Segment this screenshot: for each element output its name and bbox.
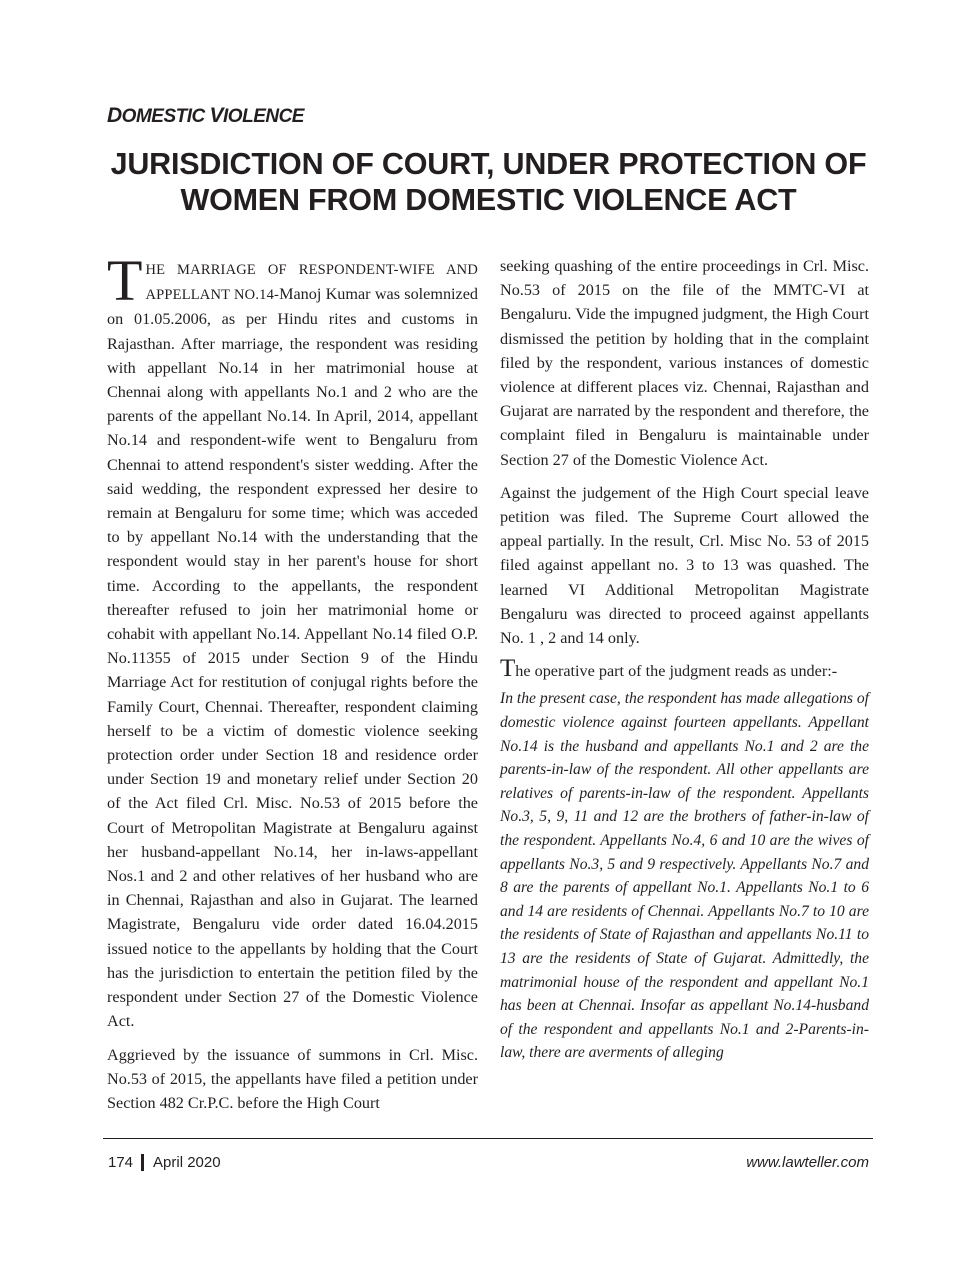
- website-link[interactable]: www.lawteller.com: [746, 1154, 869, 1171]
- footer-info: [108, 1154, 221, 1171]
- article-title-line-2: WOMEN FROM DOMESTIC VIOLENCE ACT: [180, 183, 797, 217]
- section-label-part-1: OMESTIC: [121, 106, 210, 127]
- footer-divider: [103, 1138, 873, 1139]
- left-paragraph-2: Aggrieved by the issuance of summons in Crl. Misc. No.53 of 2015, the appellants have filed a petition under Section 482 Cr.P.C. before the High Court: [107, 1045, 478, 1112]
- section-label-initial-v: V: [209, 104, 224, 127]
- section-label-part-2: IOLENCE: [223, 106, 304, 127]
- issue-date: April 2020: [153, 1154, 221, 1171]
- right-paragraph-3-body: he operative part of the judgment reads as under:-: [515, 662, 838, 681]
- right-column: [500, 254, 869, 1065]
- page-number: 174: [108, 1154, 134, 1171]
- right-paragraph-2: Against the judgement of the High Court special leave petition was filed. The Supreme Court allowed the appeal partially. In the result, Crl. Misc No. 53 of 2015 filed against appellant no. 3 to 13 was quashed. The learned VI Additional Metropolitan Magistrate Bengaluru was directed to proceed against appellants No. 1 , 2 and 14 only.: [500, 483, 869, 648]
- judgment-quote: In the present case, the respondent has made allegations of domestic violence against fourteen appellants. Appellant No.14 is the husband and appellants No.1 and 2 are the parents-in-law of the respondent. All other appellants are relatives of parents-in-law of the respondent. Appellants No.3, 5, 9, 11 and 12 are the brothers of father-in-law of the respondent. Appellants No.4, 6 and 10 are the wives of appellants No.3, 5 and 9 respectively. Appellants No.7 and 8 are the parents of appellant No.1. Appellants No.1 to 6 and 14 are residents of Chennai. Appellants No.7 to 10 are the residents of State of Rajasthan and appellants No.11 to 13 are the residents of State of Gujarat. Admittedly, the matrimonial house of the respondent and appellant No.1 has been at Chennai. Insofar as appellant No.14-husband of the respondent and appellants No.1 and 2-Parents-in-law, there are averments of alleging: [500, 690, 869, 1062]
- footer-separator: [141, 1154, 144, 1171]
- inline-cap: T: [500, 655, 516, 683]
- left-column: [107, 248, 478, 1115]
- section-label: [107, 104, 304, 128]
- drop-cap: T: [107, 248, 143, 313]
- section-label-initial-d: D: [107, 104, 122, 127]
- right-paragraph-3: [500, 655, 869, 683]
- article-title: [80, 146, 897, 218]
- left-paragraph-1: [107, 248, 478, 1034]
- lead-in-caps: HE MARRIAGE OF RESPONDENT-WIFE AND APPELLANT NO.14-: [145, 262, 478, 304]
- article-title-line-1: JURISDICTION OF COURT, UNDER PROTECTION OF: [110, 147, 867, 181]
- right-paragraph-1: seeking quashing of the entire proceedings in Crl. Misc. No.53 of 2015 on the file of the MMTC-VI at Bengaluru. Vide the impugned judgment, the High Court dismissed the petition by holding that in the complaint filed by the respondent, various instances of domestic violence at different places viz. Chennai, Rajasthan and Gujarat are narrated by the respondent and therefore, the complaint filed in Bengaluru is maintainable under Section 27 of the Domestic Violence Act.: [500, 257, 869, 469]
- left-paragraph-1-body: Manoj Kumar was solemnized on 01.05.2006, as per Hindu rites and customs in Rajasthan. After marriage, the respondent was residing with appellant No.14 in her matrimonial house at Chennai along with appellants No.1 and 2 who are the parents of the appellant No.14. In April, 2014, appellant No.14 and respondent-wife went to Bengaluru from Chennai to attend respondent's sister wedding. After the said wedding, the respondent expressed her desire to remain at Bengaluru for some time; which was acceded to by appellant No.14 with the understanding that the respondent would stay in her parent's house for short time. According to the appellants, the respondent thereafter refused to join her matrimonial home or cohabit with appellant No.14. Appellant No.14 filed O.P. No.11355 of 2015 under Section 9 of the Hindu Marriage Act for restitution of conjugal rights before the Family Court, Chennai. Thereafter, respondent claiming herself to be a victim of domestic violence seeking protection order under Section 18 and residence order under Section 19 and monetary relief under Section 20 of the Act filed Crl. Misc. No.53 of 2015 before the Court of Metropolitan Magistrate at Bengaluru against her husband-appellant No.14, her in-laws-appellant Nos.1 and 2 and other relatives of her husband who are in Chennai, Rajasthan and also in Gujarat. The learned Magistrate, Bengaluru vide order dated 16.04.2015 issued notice to the appellants by holding that the Court has the jurisdiction to entertain the petition filed by the respondent under Section 27 of the Domestic Violence Act.: [107, 285, 478, 1031]
